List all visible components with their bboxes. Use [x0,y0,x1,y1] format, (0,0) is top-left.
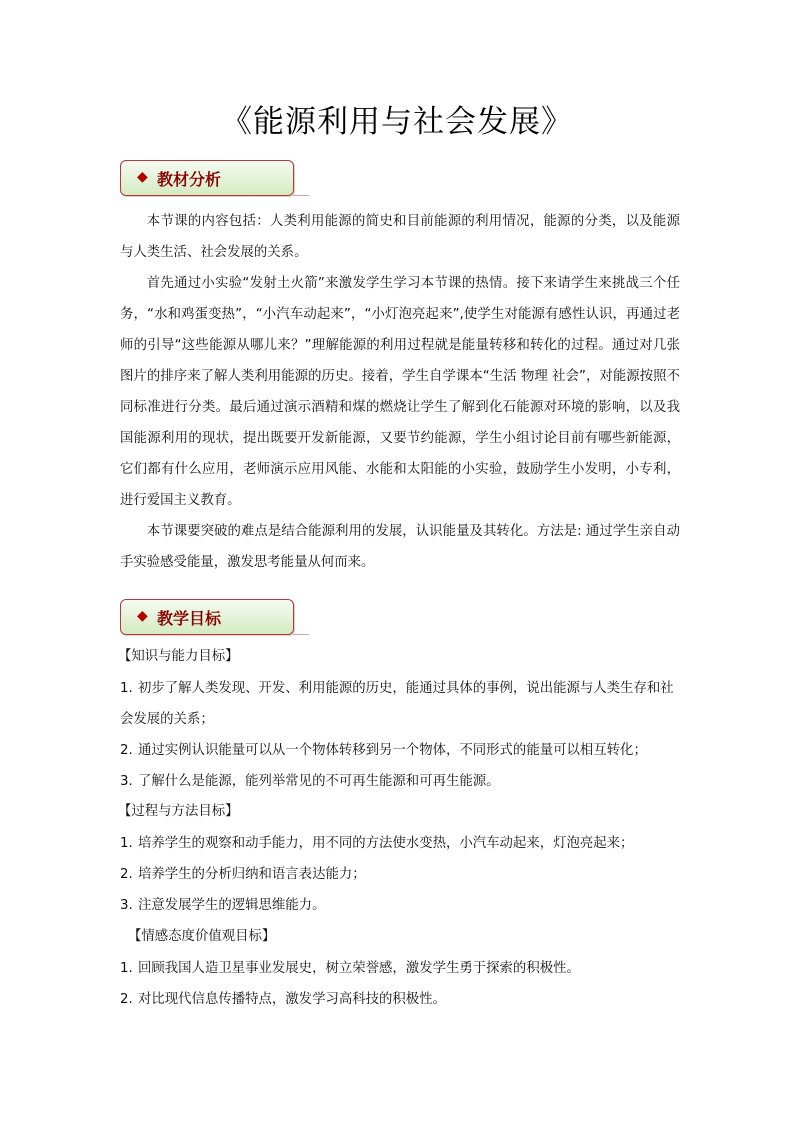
section-label-analysis: 教材分析 [157,170,222,189]
diamond-bullet-icon: ◆ [137,169,148,185]
section-label-goals: 教学目标 [157,609,222,628]
section-tab-analysis [120,160,294,196]
list-item: 3. 注意发展学生的逻辑思维能力。 [120,898,326,913]
document-title: 《能源利用与社会发展》 [221,104,573,140]
list-item: 3. 了解什么是能源，能列举常见的不可再生能源和可再生能源。 [120,774,500,789]
list-item-text: 1. 初步了解人类发现、开发、利用能源的历史，能通过具体的事例，说出能源与人类生存和社会发展的关系； [120,681,674,727]
list-item: 1. 培养学生的观察和动手能力，用不同的方法使水变热，小汽车动起来，灯泡亮起来； [120,836,634,851]
section-tab-goals [120,599,294,635]
analysis-paragraph-3: 本节课要突破的难点是结合能源利用的发展，认识能量及其转化。方法是: 通过学生亲自动手实验感受能量，激发思考能量从何而来。 [120,524,680,570]
list-item: 2. 对比现代信息传播特点，激发学习高科技的积极性。 [120,992,446,1007]
list-item [120,673,680,735]
list-item: 2. 通过实例认识能量可以从一个物体转移到另一个物体，不同形式的能量可以相互转化； [120,743,647,758]
analysis-paragraph-1: 本节课的内容包括：人类利用能源的简史和目前能源的利用情况，能源的分类，以及能源与人类生活、社会发展的关系。 [120,214,680,260]
list-item: 1. 回顾我国人造卫星事业发展史，树立荣誉感，激发学生勇于探索的积极性。 [120,961,580,976]
goal-group-heading-process: 【过程与方法目标】 [118,804,239,819]
analysis-paragraph-2: 首先通过小实验“发射土火箭”来激发学生学习本节课的热情。接下来请学生来挑战三个任务，“水和鸡蛋变热”，“小汽车动起来”，“小灯泡亮起来”,使学生对能源有感性认识，再通过老师的引导“这些能源从哪儿来？”理解能源的利用过程就是能量转移和转化的过程。通过对几张图片的排序来了解人类利用能源的历史。接着，学生自学课本“生活 物理 社会”，对能源按照不同标准进行分类。最后通过演示酒精和煤的燃烧让学生了解到化石能源对环境的影响，以及我国能源利用的现状，提出既要开发新能源，又要节约能源，学生小组讨论目前有哪些新能源，它们都有什么应用，老师演示应用风能、水能和太阳能的小实验，鼓励学生小发明，小专利，进行爱国主义教育。 [120,276,680,508]
goal-group-heading-emotion: 【情感态度价值观目标】 [128,929,276,944]
diamond-bullet-icon: ◆ [137,608,148,624]
list-item: 2. 培养学生的分析归纳和语言表达能力； [120,867,366,882]
goal-group-heading-knowledge: 【知识与能力目标】 [118,649,239,664]
